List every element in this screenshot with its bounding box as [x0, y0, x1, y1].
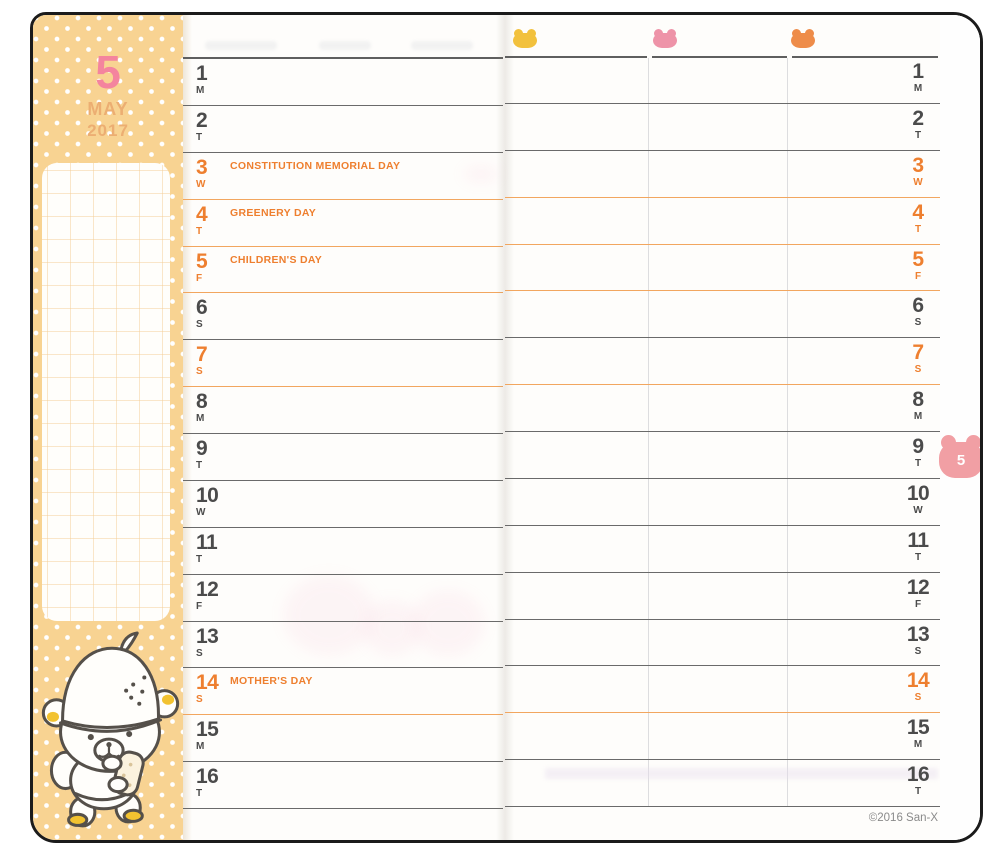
weekday-letter: T — [914, 223, 922, 235]
date-number: 6 — [912, 294, 924, 318]
week-spread — [183, 15, 980, 840]
day-cell-right-13[interactable] — [505, 620, 940, 667]
day-cell-left-7[interactable] — [183, 340, 503, 387]
month-block — [33, 46, 183, 141]
day-cell-right-8[interactable] — [505, 385, 940, 432]
planner-page — [30, 12, 983, 843]
right-eye — [126, 731, 132, 737]
day-cell-left-1[interactable] — [183, 59, 503, 106]
date-label — [194, 668, 220, 705]
ghost-showthrough-text — [319, 41, 371, 50]
weekday-letter: W — [196, 506, 206, 518]
date-label — [194, 434, 220, 471]
date-label — [194, 528, 220, 565]
edge-tab-label: 5 — [956, 451, 966, 469]
month-edge-tab[interactable] — [939, 435, 983, 485]
date-number: 15 — [906, 716, 930, 740]
date-label — [905, 713, 931, 750]
weekday-letter: M — [196, 741, 205, 753]
day-cell-right-16[interactable] — [505, 760, 940, 807]
date-number: 3 — [912, 153, 924, 177]
weekday-letter: S — [196, 319, 203, 331]
bear-head-icon — [653, 33, 677, 48]
weekday-letter: W — [196, 178, 206, 190]
ghost-showthrough-text — [205, 41, 277, 50]
holiday-label: CONSTITUTION MEMORIAL DAY — [230, 159, 401, 172]
date-label — [905, 666, 931, 703]
date-label — [194, 575, 220, 612]
right-page — [505, 15, 940, 840]
left-foot-pad — [69, 814, 87, 825]
date-label — [194, 715, 220, 752]
weekday-letter: T — [196, 460, 203, 471]
weekday-letter: T — [196, 553, 203, 565]
date-number: 4 — [196, 202, 208, 226]
weekday-letter: M — [913, 739, 923, 751]
date-number: 11 — [907, 528, 929, 552]
weekday-letter: T — [914, 129, 922, 141]
left-eye — [88, 734, 94, 740]
date-number: 8 — [912, 388, 924, 412]
ghost-showthrough-text — [411, 41, 473, 50]
date-number: 16 — [906, 763, 930, 787]
holiday-label: MOTHER'S DAY — [230, 675, 313, 688]
day-cell-left-9[interactable] — [183, 434, 503, 481]
date-label — [905, 479, 931, 516]
date-label — [905, 57, 931, 94]
date-label — [194, 59, 220, 96]
weekday-letter: S — [914, 317, 922, 329]
date-number: 13 — [906, 622, 930, 646]
weekday-letter: S — [914, 692, 922, 704]
month-year: 2017 — [87, 121, 129, 140]
day-cell-left-14[interactable] — [183, 668, 503, 715]
weekday-letter: F — [196, 272, 203, 284]
date-number: 15 — [196, 718, 219, 742]
date-number: 5 — [196, 249, 208, 273]
lower-paw — [109, 777, 127, 791]
copyright-text: ©2016 San-X — [868, 812, 938, 824]
date-label — [194, 153, 220, 190]
date-label — [905, 338, 931, 375]
date-number: 7 — [912, 341, 924, 365]
date-number: 8 — [196, 390, 208, 414]
weekday-letter: S — [196, 647, 203, 659]
date-number: 2 — [196, 108, 208, 132]
date-label — [194, 622, 220, 659]
date-number: 5 — [912, 247, 924, 271]
date-number: 12 — [196, 577, 219, 601]
date-number: 14 — [906, 669, 930, 693]
bear-head-icon — [939, 442, 983, 478]
orange-bear-tab-icon[interactable] — [791, 29, 815, 48]
bear-head-icon — [791, 33, 815, 48]
weekday-letter: S — [914, 364, 922, 376]
bear-head-icon — [513, 33, 537, 48]
weekday-letter: T — [196, 131, 203, 143]
pink-bear-tab-icon[interactable] — [653, 29, 677, 48]
date-number: 10 — [196, 483, 219, 507]
weekday-letter: F — [914, 598, 922, 610]
day-cell-left-5[interactable] — [183, 247, 503, 294]
day-cell-right-14[interactable] — [505, 666, 940, 713]
date-number: 1 — [196, 62, 208, 85]
day-cell-right-7[interactable] — [505, 338, 940, 385]
weekday-letter: S — [914, 645, 922, 657]
left-page-day-rows — [183, 57, 503, 807]
date-label — [194, 387, 220, 424]
date-label — [194, 762, 220, 799]
date-label — [905, 245, 931, 282]
date-label — [905, 151, 931, 188]
date-number: 4 — [912, 200, 924, 224]
day-cell-left-4[interactable] — [183, 200, 503, 247]
day-cell-left-3[interactable] — [183, 153, 503, 200]
date-label — [905, 291, 931, 328]
date-label — [905, 432, 931, 469]
day-cell-right-10[interactable] — [505, 479, 940, 526]
notes-panel[interactable] — [42, 163, 170, 621]
date-number: 2 — [912, 106, 924, 130]
day-cell-right-4[interactable] — [505, 198, 940, 245]
day-cell-right-3[interactable] — [505, 151, 940, 198]
yellow-bear-tab-icon[interactable] — [513, 29, 537, 48]
day-cell-right-9[interactable] — [505, 432, 940, 479]
date-label — [905, 198, 931, 235]
date-label — [194, 247, 220, 284]
weekday-letter: M — [913, 83, 923, 94]
date-number: 13 — [196, 624, 219, 648]
day-cell-left-16[interactable] — [183, 762, 503, 809]
date-label — [194, 340, 220, 377]
day-cell-right-15[interactable] — [505, 713, 940, 760]
weekday-letter: M — [913, 411, 923, 423]
month-sidebar — [33, 15, 183, 840]
holiday-label: CHILDREN'S DAY — [230, 253, 323, 266]
date-number: 12 — [906, 575, 930, 599]
date-number: 3 — [196, 155, 208, 179]
weekday-letter: T — [196, 788, 203, 800]
weekday-letter: W — [913, 176, 923, 188]
date-label — [905, 620, 931, 657]
weekday-letter: T — [196, 225, 203, 237]
date-label — [194, 200, 220, 237]
day-cell-left-8[interactable] — [183, 387, 503, 434]
weekday-letter: S — [196, 366, 203, 378]
day-cell-right-11[interactable] — [505, 526, 940, 573]
day-cell-left-11[interactable] — [183, 528, 503, 575]
day-cell-right-12[interactable] — [505, 573, 940, 620]
upper-paw — [103, 756, 121, 770]
right-margin — [940, 15, 980, 840]
date-number: 6 — [196, 296, 208, 320]
weekday-letter: F — [196, 600, 203, 612]
day-cell-left-15[interactable] — [183, 715, 503, 762]
holiday-label: GREENERY DAY — [230, 206, 317, 219]
date-number: 14 — [196, 671, 219, 695]
hat-sprout — [121, 633, 137, 650]
day-cell-left-12[interactable] — [183, 575, 503, 622]
weekday-letter: F — [914, 270, 922, 282]
left-page — [183, 15, 503, 840]
date-label — [905, 526, 931, 563]
date-number: 10 — [906, 481, 930, 505]
right-foot-pad — [124, 810, 142, 821]
date-label — [194, 481, 220, 518]
date-number: 16 — [196, 765, 219, 789]
date-label — [905, 385, 931, 422]
day-cell-right-2[interactable] — [505, 104, 940, 151]
weekday-letter: T — [914, 786, 922, 798]
date-number: 1 — [912, 60, 924, 83]
day-cell-right-5[interactable] — [505, 245, 940, 292]
date-label — [194, 106, 220, 143]
date-label — [194, 293, 220, 330]
weekday-letter: S — [196, 694, 203, 706]
date-label — [905, 760, 931, 797]
date-number: 7 — [196, 343, 208, 367]
day-cell-left-13[interactable] — [183, 622, 503, 669]
weekday-letter: M — [196, 413, 205, 425]
hat — [63, 648, 159, 727]
date-number: 11 — [196, 530, 218, 554]
date-number: 9 — [912, 435, 924, 458]
day-cell-left-6[interactable] — [183, 293, 503, 340]
weekday-letter: T — [914, 551, 922, 563]
month-name: MAY — [87, 99, 129, 119]
day-cell-right-6[interactable] — [505, 291, 940, 338]
day-cell-right-1[interactable] — [505, 57, 940, 104]
date-number: 9 — [196, 437, 208, 460]
day-cell-left-2[interactable] — [183, 106, 503, 153]
right-page-day-rows — [505, 57, 940, 807]
weekday-letter: M — [196, 85, 205, 96]
weekday-letter: T — [914, 458, 922, 469]
month-number: 5 — [95, 46, 121, 98]
day-cell-left-10[interactable] — [183, 481, 503, 528]
korilakkuma-illustration — [35, 627, 187, 834]
weekday-letter: W — [913, 504, 923, 516]
date-label — [905, 104, 931, 141]
date-label — [905, 573, 931, 610]
